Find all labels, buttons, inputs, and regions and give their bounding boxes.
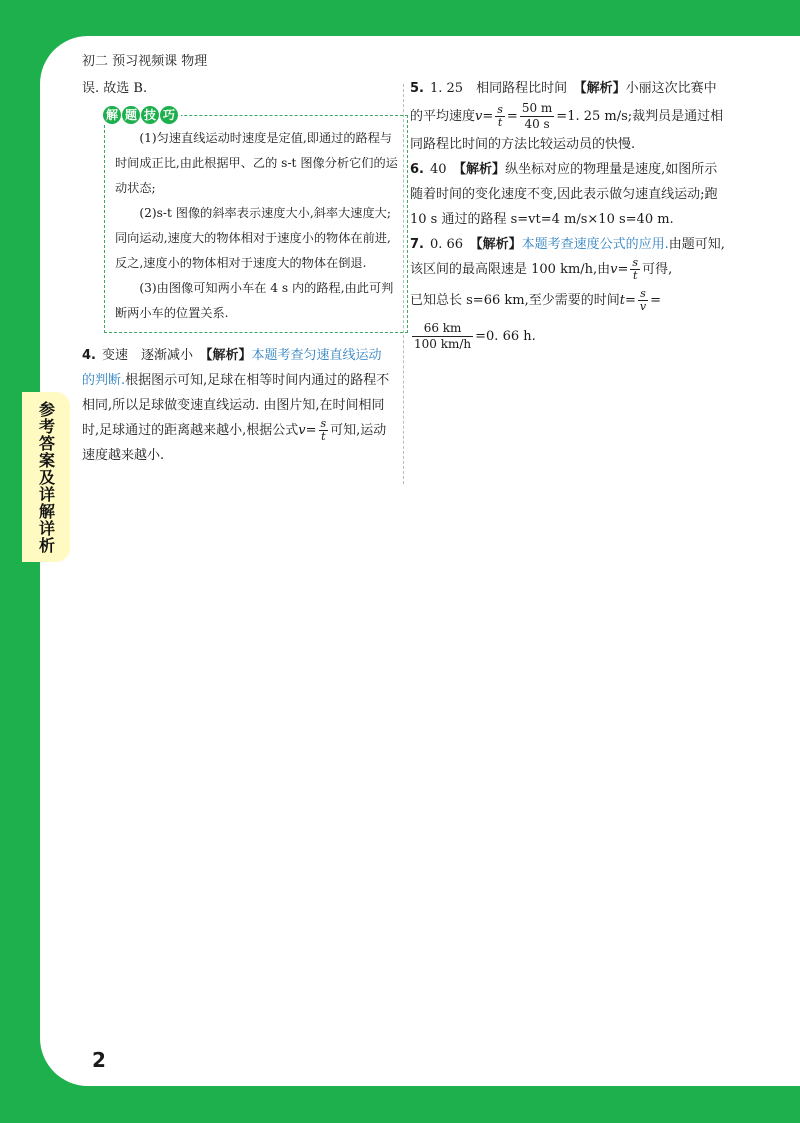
analysis-text-3: 已知总长 s=66 km,至少需要的时间 [410, 293, 620, 308]
fraction-denominator: t [497, 116, 503, 129]
analysis-tag: 【解析】 [476, 237, 522, 252]
answer-q4 [82, 343, 392, 468]
right-column [410, 76, 728, 352]
tip-point-2: (2)s-t 图像的斜率表示速度大小,斜率大速度大;同向运动,速度大的物体相对于速度小的物体在前进,反之,速度小的物体相对于速度大的物体在倒退. [115, 206, 391, 270]
tip-point-1: (1)匀速直线运动时速度是定值,即通过的路程与时间成正比,由此根据甲、乙的 s-t 图像分析它们的运动状态; [115, 131, 398, 195]
answer-q7 [410, 232, 728, 282]
question-number: 7. [410, 237, 424, 252]
tip-label-char: 巧 [160, 106, 178, 124]
formula-v: v= [298, 423, 317, 438]
q3-tail: 误. 故选 B. [82, 81, 148, 96]
fraction-distance-time [520, 101, 554, 132]
tip-label-char: 解 [103, 106, 121, 124]
fraction-denominator: t [321, 430, 326, 443]
fraction-km-speed [412, 321, 473, 352]
result-text: =0. 66 h. [475, 329, 536, 344]
question-number: 5. [410, 81, 424, 96]
analysis-tag: 【解析】 [580, 81, 626, 96]
tip-point-3: (3)由图像可知两小车在 4 s 内的路程,由此可判断两小车的位置关系. [115, 281, 394, 320]
answer-q7-cont [410, 288, 728, 313]
page-number: 2 [92, 1048, 106, 1072]
result-text: =1. 25 m/s; [556, 109, 633, 124]
answer-q6 [410, 157, 728, 232]
analysis-text-2: 可得, [642, 262, 673, 277]
analysis-text: 小丽这次比赛中的平均速度 [410, 81, 717, 124]
analysis-text: 根据图示可知,足球在相等时间内通过的路程不相同,所以足球做变速直线运动. 由图片知,在时间相同时,足球通过的距离越来越小,根据公式 [82, 373, 390, 438]
left-column [82, 76, 398, 468]
fraction-s-t [319, 418, 329, 443]
fraction-numerator: s [638, 288, 648, 301]
analysis-text: 纵坐标对应的物理量是速度,如图所示随着时间的变化速度不变,因此表示做匀速直线运动;跑 10 s 通过的路程 s=vt=4 m/s×10 s=40 m. [410, 162, 718, 227]
question-number: 4. [82, 348, 96, 363]
answer-text: 40 [430, 162, 460, 177]
topic-text: 本题考查速度公式的应用. [521, 237, 669, 252]
formula-v: v= [610, 262, 629, 277]
fraction-numerator: 50 m [521, 101, 553, 115]
tip-label-char: 技 [141, 106, 159, 124]
analysis-text: 由题可知,该区间的最高限速是 100 km/h,由 [410, 237, 725, 277]
page-header: 初二 预习视频课 物理 [82, 54, 208, 69]
side-tab-answers: 参考答案及详解详析 [22, 392, 70, 562]
analysis-text-2: 裁判员是通过相同路程比时间的方法比较运动员的快慢. [410, 109, 724, 152]
tip-label-char: 题 [122, 106, 140, 124]
answer-q7-result [410, 321, 728, 352]
analysis-tag: 【解析】 [459, 162, 506, 177]
fraction-s-v [638, 288, 648, 313]
fraction-denominator: 100 km/h [414, 337, 472, 351]
formula-t: t= [619, 293, 636, 308]
fraction-numerator: s [497, 103, 503, 116]
fraction-numerator: 66 km [412, 321, 473, 337]
analysis-tag: 【解析】 [206, 348, 252, 363]
equals-sign: = [506, 109, 518, 124]
formula-v: v= [475, 109, 494, 124]
tip-box [104, 108, 408, 333]
answer-text: 1. 25 相同路程比时间 [430, 81, 581, 96]
fraction-denominator: v [639, 300, 647, 313]
fraction-numerator: s [320, 417, 327, 430]
topic-text: 本题考查匀速直线运动的判断. [82, 348, 382, 388]
equals-sign: = [650, 293, 661, 308]
answer-text: 变速 逐渐减小 [102, 348, 207, 363]
tip-label [101, 106, 181, 124]
fraction-s-t [630, 257, 640, 282]
fraction-s-t [495, 104, 505, 129]
answer-q5 [410, 76, 728, 157]
question-number: 6. [410, 162, 424, 177]
answer-text: 0. 66 [430, 237, 477, 252]
fraction-denominator: 40 s [524, 117, 550, 131]
analysis-tail: 可知,运动速度越来越小. [82, 423, 387, 463]
fraction-denominator: t [633, 269, 638, 282]
fraction-numerator: s [632, 256, 639, 269]
